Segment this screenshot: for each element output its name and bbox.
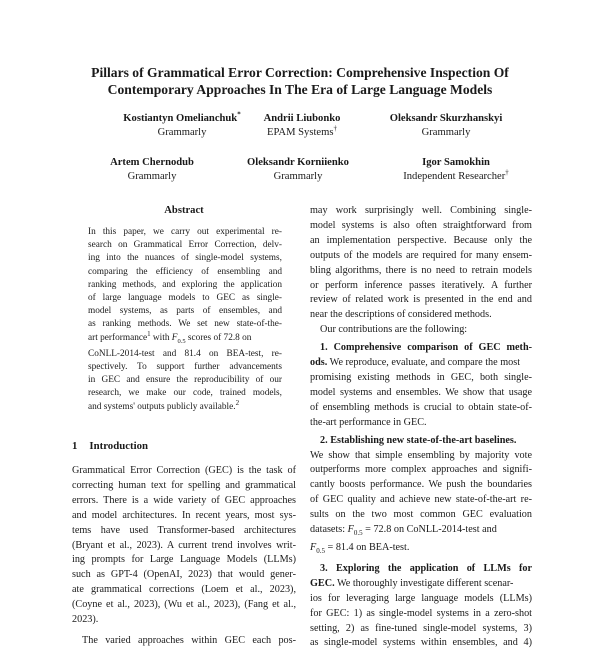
abstract-line: of large language models to GEC as single-: [88, 293, 282, 304]
intro-line: correcting human text for spelling and grammatical: [72, 479, 296, 491]
body-line: outperforms more complex approaches and signifi-: [310, 464, 532, 476]
body-line: $F_{0.5} = 81.4$ on BEA-test.: [310, 541, 410, 555]
abstract-line: spectively. To support further advancements: [88, 361, 282, 372]
intro-line: 2023).: [72, 614, 99, 626]
body-line: an implementation perspective. Because only the: [310, 234, 532, 246]
body-line: the-art performance in GEC.: [310, 416, 427, 428]
body-line: GEC. We thoroughly investigate different scenar-: [310, 577, 514, 589]
abstract-line: In this paper, we carry out experimental re-: [88, 227, 282, 237]
author-block: [376, 156, 536, 184]
abstract-line: CoNLL-2014-test and 81.4 on BEA-test, re-: [88, 348, 282, 359]
body-line: outputs of the models are required for many ensem-: [310, 249, 532, 261]
abstract-line: ranking methods, and exploring the application: [88, 279, 282, 290]
abstract-line: ing into the nuances of single-model systems,: [88, 253, 282, 264]
body-line: or perform inference passes iteratively. A further: [310, 279, 532, 291]
abstract-line: model systems, as parts of ensembles, and: [88, 306, 282, 317]
body-line: model systems is also often straightforward from: [310, 219, 532, 231]
intro-line: (Bryant et al., 2023). A current trend involves writ-: [72, 539, 296, 551]
intro-line: ing prompts for Large Language Models (LLMs): [72, 554, 296, 566]
intro-body: [72, 464, 296, 649]
author-affiliation: Independent Researcher†: [403, 168, 509, 182]
abstract-heading: Abstract: [164, 205, 204, 216]
intro-line: ate grammatical corrections (Loem et al., 2023),: [72, 584, 296, 596]
author-name: Oleksandr Korniienko: [247, 157, 349, 168]
section-heading: 1 Introduction: [72, 440, 149, 452]
contribution-2-heading: 2. Establishing new state-of-the-art baselines.: [320, 434, 517, 446]
body-line: setting, 2) as fine-tuned single-model systems, 3): [310, 622, 532, 634]
author-name: Oleksandr Skurzhanskyi: [389, 113, 503, 124]
contributions-intro: Our contributions are the following:: [320, 324, 468, 336]
author-block: [218, 156, 378, 184]
abstract-body: [88, 226, 282, 414]
body-line: for GEC: 1) as single-model systems in a zero-shot: [310, 607, 532, 619]
body-line: We show that simple ensembling by majority vote: [310, 449, 532, 461]
body-line: bling algorithms, there is no need to retrain models: [310, 264, 532, 276]
body-line: as single-model systems within ensembles, and 4): [310, 637, 532, 649]
intro-line: such as GPT-4 (OpenAI, 2023) that would gener-: [72, 569, 296, 581]
abstract-line: and systems' outputs publicly available.$^2$: [88, 398, 240, 412]
author-affiliation: Grammarly: [157, 127, 207, 138]
body-line: sults on the two most common GEC evaluation: [310, 509, 532, 521]
body-line: cantly boosts performance. We push the boundaries: [310, 479, 532, 491]
intro-line: (Coyne et al., 2023), (Wu et al., 2023), (Fang et al.,: [72, 599, 296, 611]
paper-title: [40, 64, 560, 98]
body-line: model systems and ensembles. We show that usage: [310, 386, 532, 398]
intro-line: and model architectures. In recent years, most sys-: [72, 509, 296, 521]
contribution-1-heading: 1. Comprehensive comparison of GEC meth-: [320, 342, 532, 354]
body-line: ios for leveraging large language models (LLMs): [310, 592, 532, 604]
body-line: review of related work is presented in the end and: [310, 294, 532, 306]
intro-line: The varied approaches within GEC each pos-: [82, 634, 296, 646]
author-block: [366, 112, 526, 140]
right-column: [310, 204, 532, 651]
author-block: [72, 156, 232, 184]
title-line: Contemporary Approaches In The Era of Large Language Models: [107, 82, 493, 97]
title-line: Pillars of Grammatical Error Correction: Comprehensive Inspection Of: [91, 65, 509, 80]
author-name: Igor Samokhin: [422, 157, 490, 168]
author-affiliation: EPAM Systems†: [267, 124, 337, 138]
body-line: may work surprisingly well. Combining single-: [310, 205, 532, 216]
author-name: Andrii Liubonko: [263, 113, 341, 124]
author-block: [222, 112, 382, 140]
author-name: Kostiantyn Omelianchuk*: [123, 110, 241, 124]
body-line: near the descriptions of considered methods.: [310, 309, 492, 321]
body-line: promising existing methods in GEC, both single-: [310, 371, 532, 383]
abstract-line: search on Grammatical Error Correction, delv-: [88, 240, 282, 251]
abstract-line: research, we make our code, trained models,: [88, 388, 282, 399]
author-name: Artem Chernodub: [110, 157, 194, 168]
author-affiliation: Grammarly: [421, 127, 471, 138]
contribution-3-heading: 3. Exploring the application of LLMs for: [320, 562, 532, 574]
body-line: ods. We reproduce, evaluate, and compare the most: [310, 357, 521, 369]
body-line: of ensembling methods is crucial to obtain state-of-: [310, 401, 532, 413]
author-affiliation: Grammarly: [127, 171, 177, 182]
abstract-line: art performance$^1$ with $F_{0.5}$ scores of 72.8 on: [88, 329, 252, 345]
author-affiliation: Grammarly: [273, 171, 323, 182]
intro-line: tems have used Transformer-based architectures: [72, 524, 296, 536]
abstract-line: as ranking methods. We set new state-of-the-: [88, 319, 282, 330]
intro-line: errors. There is a wide variety of GEC approaches: [72, 494, 296, 506]
abstract-line: comparing the efficiency of ensembling and: [88, 266, 282, 277]
intro-line: Grammatical Error Correction (GEC) is the task of: [72, 465, 296, 476]
body-line: of GEC quality and achieve new state-of-the-art re-: [310, 494, 532, 506]
body-line: datasets: $F_{0.5} = 72.8$ on CoNLL-2014-test and: [310, 524, 497, 538]
abstract-line: in GEC and ensure the reproducibility of our: [88, 375, 282, 386]
